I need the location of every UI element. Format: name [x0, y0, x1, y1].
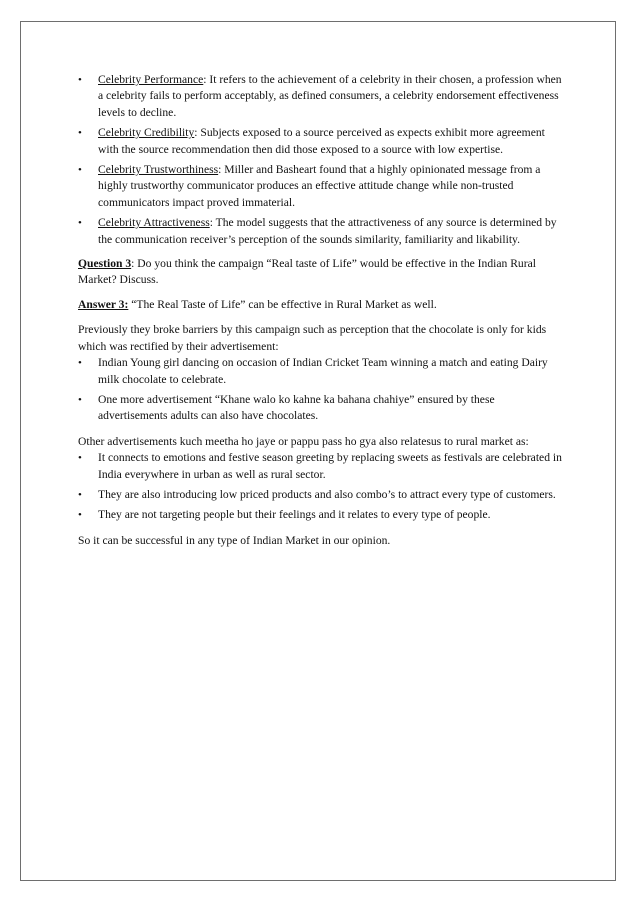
bullet-icon: • [78, 217, 82, 230]
bullet-icon: • [78, 509, 82, 522]
list-item [78, 392, 562, 425]
paragraph-other-ads: Other advertisements kuch meetha ho jaye or pappu pass ho gya also relatesus to rural market as: [78, 434, 529, 448]
answer-text: “The Real Taste of Life” can be effective in Rural Market as well. [128, 297, 437, 311]
rural-market-list [78, 450, 562, 524]
advertisement-list [78, 355, 562, 425]
list-item-text: They are also introducing low priced products and also combo’s to attract every type of customers. [98, 487, 556, 501]
list-item-text: They are not targeting people but their feelings and it relates to every type of people. [98, 508, 491, 522]
term-celebrity-credibility: Celebrity Credibility [98, 126, 195, 140]
bullet-icon: • [78, 393, 82, 406]
bullet-icon: • [78, 164, 82, 177]
question-paragraph [78, 256, 562, 289]
bullet-icon: • [78, 127, 82, 140]
answer-label: Answer 3: [78, 297, 129, 311]
list-item [78, 215, 562, 248]
answer-paragraph [78, 297, 562, 313]
bullet-icon: • [78, 452, 82, 465]
term-description: : Miller and Basheart found that a highly opinionated message from a highly trustworthy communicator produces an effective attitude change while non-trusted communicators impact proved immaterial. [98, 163, 541, 209]
term-celebrity-attractiveness: Celebrity Attractiveness [98, 216, 210, 230]
list-item [78, 487, 562, 503]
bullet-icon: • [78, 357, 82, 370]
list-item [78, 72, 562, 121]
bullet-icon: • [78, 74, 82, 86]
list-item [78, 162, 562, 211]
list-item [78, 355, 562, 388]
question-label: Question 3 [78, 257, 132, 271]
bullet-icon: • [78, 488, 82, 501]
celebrity-attributes-list [78, 72, 562, 248]
document-body [78, 72, 562, 549]
question-text: : Do you think the campaign “Real taste of Life” would be effective in the Indian Rural Market? Discuss. [78, 257, 536, 287]
list-item [78, 507, 562, 523]
term-description: : It refers to the achievement of a celebrity in their chosen, a profession when a celebrity fails to perform acceptably, as defined consumers, a celebrity endorsement effectiveness levels to decline. [98, 73, 562, 119]
list-item-text: It connects to emotions and festive season greeting by replacing sweets as festivals are celebrated in India everywhere in urban as well as rural sector. [98, 451, 562, 481]
term-celebrity-trustworthiness: Celebrity Trustworthiness [98, 163, 219, 177]
conclusion-paragraph: So it can be successful in any type of Indian Market in our opinion. [78, 533, 391, 547]
list-item-text: One more advertisement “Khane walo ko kahne ka bahana chahiye” ensured by these advertisements adults can also have chocolates. [98, 392, 495, 423]
list-item [78, 125, 562, 158]
term-description: : Subjects exposed to a source perceived as expects exhibit more agreement with the source recommendation then did those exposed to a source with low expertise. [98, 126, 545, 156]
list-item [78, 450, 562, 483]
term-celebrity-performance: Celebrity Performance [98, 73, 204, 86]
paragraph-previously: Previously they broke barriers by this campaign such as perception that the chocolate is only for kids which was rectified by their advertisement: [78, 323, 547, 353]
term-description: : The model suggests that the attractiveness of any source is determined by the communication receiver’s perception of the sounds similarity, familiarity and likability. [98, 216, 557, 246]
list-item-text: Indian Young girl dancing on occasion of Indian Cricket Team winning a match and eating Dairy milk chocolate to celebrate. [98, 356, 548, 386]
